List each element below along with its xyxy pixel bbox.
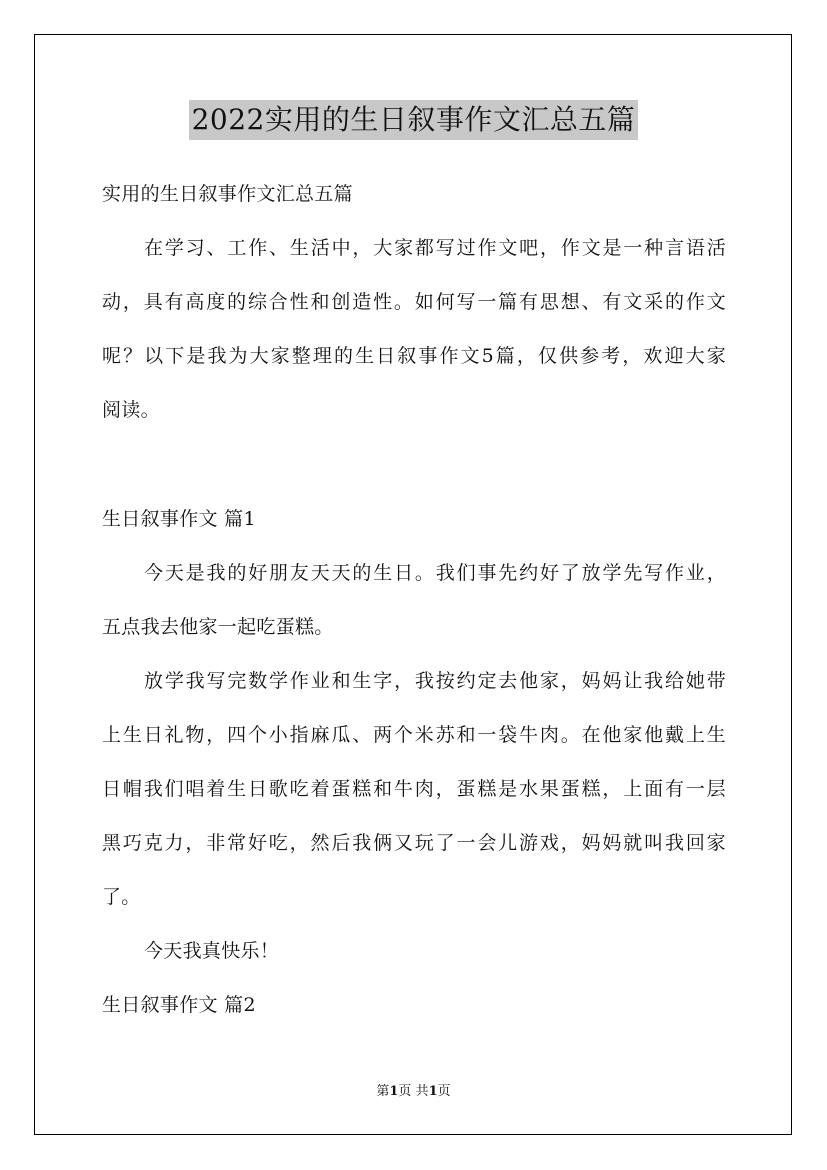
paragraph-line: 今天我真快乐！	[144, 940, 280, 962]
intro-line: 阅读。	[102, 399, 160, 421]
paragraph-line: 黑巧克力，非常好吃，然后我俩又玩了一会儿游戏，妈妈就叫我回家	[102, 832, 726, 854]
page-total: 1	[428, 1084, 438, 1099]
intro-line: 呢？以下是我为大家整理的生日叙事作文5篇，仅供参考，欢迎大家	[102, 345, 726, 367]
footer-text: 页 共	[398, 1084, 429, 1099]
document-title: 2022实用的生日叙事作文汇总五篇	[189, 100, 639, 140]
section-heading-1: 生日叙事作文 篇1	[102, 508, 256, 530]
document-subtitle: 实用的生日叙事作文汇总五篇	[102, 183, 353, 205]
paragraph-line: 上生日礼物，四个小指麻瓜、两个米苏和一袋牛肉。在他家他戴上生	[102, 724, 726, 746]
intro-line: 动，具有高度的综合性和创造性。如何写一篇有思想、有文采的作文	[102, 291, 726, 313]
page-footer	[0, 1083, 827, 1101]
section-heading-2: 生日叙事作文 篇2	[102, 994, 256, 1016]
page-number: 1	[389, 1084, 399, 1099]
footer-text: 页	[437, 1084, 451, 1099]
paragraph-line: 了。	[102, 886, 141, 908]
paragraph-line: 放学我写完数学作业和生字，我按约定去他家，妈妈让我给她带	[144, 670, 726, 692]
intro-line: 在学习、工作、生活中，大家都写过作文吧，作文是一种言语活	[144, 237, 726, 259]
paragraph-line: 日帽我们唱着生日歌吃着蛋糕和牛肉，蛋糕是水果蛋糕，上面有一层	[102, 778, 726, 800]
paragraph-line: 五点我去他家一起吃蛋糕。	[102, 616, 334, 638]
footer-text: 第	[376, 1084, 390, 1099]
paragraph-line: 今天是我的好朋友天天的生日。我们事先约好了放学先写作业，	[144, 562, 726, 584]
title-container	[0, 100, 827, 140]
